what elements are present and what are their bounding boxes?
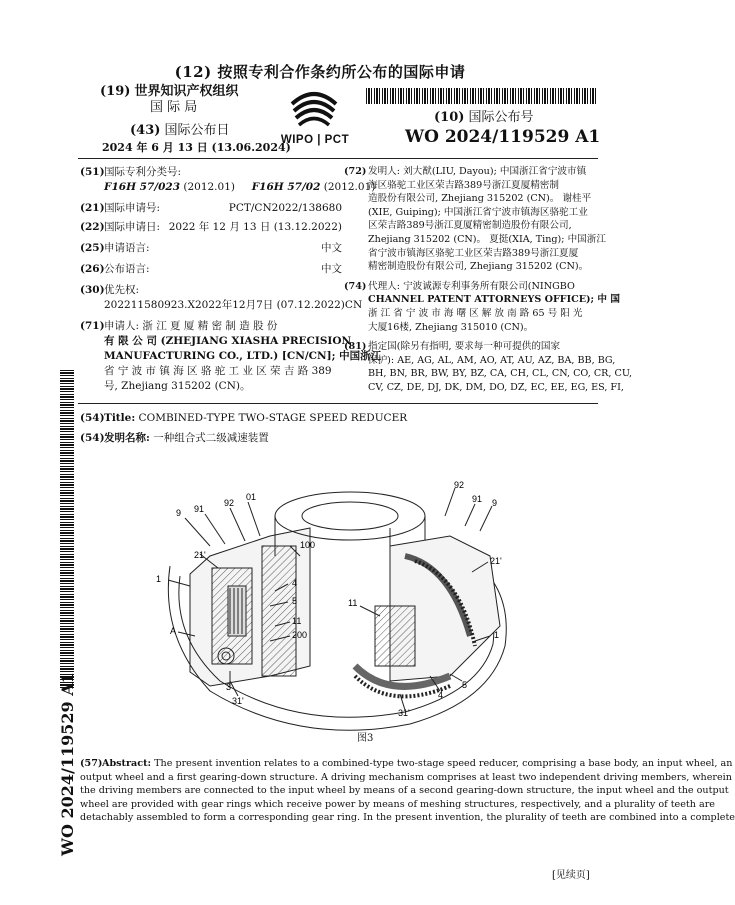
continued-note: [见续页] <box>552 870 590 881</box>
agent-line-4: 大厦16楼, Zhejiang 315010 (CN)。 <box>368 321 534 333</box>
field-22-line <box>80 220 342 235</box>
label-31p-left: 31' <box>232 696 244 706</box>
abstract-text-1: The present invention relates to a combined-type two-stage speed reducer, comprising a base body, an input wheel, an <box>154 758 733 769</box>
abstract-line-1 <box>80 757 733 771</box>
label-91-right: 91 <box>472 494 483 504</box>
field-21-value: PCT/CN2022/138680 <box>228 202 342 214</box>
abstract-number: (57) <box>80 758 103 769</box>
field-81-number: (81) <box>344 341 367 353</box>
agent-text-1: 代理人: 宁波诚源专利事务所有限公司(NINGBO <box>368 280 575 292</box>
bureau: 国 际 局 <box>150 100 198 115</box>
priority-date: 2022年12月7日 (07.12.2022) <box>194 299 345 311</box>
label-100: 100 <box>300 540 316 550</box>
field-25-label: 申请语言: <box>104 242 150 254</box>
applicant-line-4: 省 宁 波 市 镇 海 区 骆 驼 工 业 区 荣 吉 路 389 <box>104 365 332 377</box>
office-line <box>100 84 239 99</box>
agent-line-1 <box>344 280 600 294</box>
applicant-line-2: 有 限 公 司 (ZHEJIANG XIASHA PRECISION <box>104 335 352 347</box>
side-barcode <box>60 370 74 688</box>
label-1-right: 1 <box>494 630 500 640</box>
wipo-emblem-icon <box>284 84 344 126</box>
inventor-line-7: 省宁波市镇海区骆驼工业区荣吉路389号浙江夏厦 <box>368 247 579 259</box>
field-71-number: (71) <box>80 320 105 332</box>
label-31p-right: 31' <box>398 708 410 718</box>
designated-line-4: CV, CZ, DE, DJ, DK, DM, DO, DZ, EC, EE, EG, ES, FI, <box>368 381 624 393</box>
inventor-line-8: 精密制造股份有限公司, Zhejiang 315202 (CN)。 <box>368 261 589 273</box>
ipc-codes-line <box>80 180 376 195</box>
title-zh-value: 一种组合式二级减速装置 <box>153 432 269 444</box>
label-9-left: 9 <box>176 508 182 518</box>
figure-caption: 图3 <box>357 733 374 744</box>
applicant-line-5: 号, Zhejiang 315202 (CN)。 <box>104 380 251 392</box>
priority-country: CN <box>344 299 363 311</box>
field-30-line <box>80 283 342 298</box>
label-11-left: 11 <box>292 616 302 626</box>
field-21-number: (21) <box>80 202 105 214</box>
designated-line-3: BH, BN, BR, BW, BY, BZ, CA, CH, CL, CN, CO, CR, CU, <box>368 368 633 380</box>
label-5-left: 5 <box>292 596 298 606</box>
pubdate-number: (43) <box>130 123 161 138</box>
inventor-text-1: 发明人: 刘大猷(LIU, Dayou); 中国浙江省宁波市镇 <box>368 166 587 177</box>
document-title: (12) 按照专利合作条约所公布的国际申请 <box>174 63 466 81</box>
inventor-line-2: 海区骆驼工业区荣吉路389号浙江夏厦精密制 <box>368 179 559 191</box>
label-4-left: 4 <box>292 578 298 588</box>
label-4-right: 4 <box>438 690 444 700</box>
inventor-line-1 <box>344 165 600 179</box>
org-name: 世界知识产权组织 <box>134 84 239 99</box>
ipc1-date: (2012.01) <box>183 181 235 193</box>
field-26-value: 中文 <box>321 263 342 275</box>
field-51-number: (51) <box>80 166 105 178</box>
field-26-label: 公布语言: <box>104 263 150 275</box>
top-barcode <box>366 88 598 104</box>
label-92-right: 92 <box>454 480 465 490</box>
abstract-line-4: wheel are provided with gear rings which receive power by means of meshing structures, respectively, and a plurality of teeth are <box>80 798 715 810</box>
title-en-value: COMBINED-TYPE TWO-STAGE SPEED REDUCER <box>138 412 408 424</box>
title-zh-number: (54) <box>80 432 105 444</box>
header-rule <box>78 158 598 159</box>
abstract-line-5: detachably assembled to form a corresponding gear ring. In the present invention, the plurality of teeth are combined into a complete <box>80 812 735 824</box>
label-1-left: 1 <box>156 574 162 584</box>
field-26-number: (26) <box>80 263 105 275</box>
label-01: 01 <box>246 492 257 502</box>
title-en-number: (54) <box>80 412 105 424</box>
patent-figure <box>150 476 522 746</box>
inventor-line-5: 区荣吉路389号浙江夏厦精密制造股份有限公司, <box>368 220 572 232</box>
label-91-left: 91 <box>194 504 205 514</box>
agent-line-2: CHANNEL PATENT ATTORNEYS OFFICE); 中 国 <box>368 294 620 306</box>
field-74-number: (74) <box>344 280 367 292</box>
abstract-line-2: output wheel and a first gearing-down structure. A driving mechanism comprises at least two independent driving members, wherein <box>80 771 732 783</box>
field-30-label: 优先权: <box>104 284 140 296</box>
label-21p-left: 21' <box>194 550 206 560</box>
field-72-number: (72) <box>344 166 367 177</box>
field-22-value: 2022 年 12 月 13 日 (13.12.2022) <box>168 221 342 233</box>
label-5-right: 5 <box>462 680 468 690</box>
field-25-line <box>80 241 342 256</box>
abstract-label: Abstract: <box>102 758 152 769</box>
ipc1-code: F16H 57/023 <box>104 181 181 193</box>
field-22-label: 国际申请日: <box>104 221 161 233</box>
wipo-logo-text: WIPO | PCT <box>280 134 350 146</box>
field-21-line <box>80 201 342 216</box>
title-en-label: Title: <box>104 412 136 424</box>
org-number: (19) <box>100 84 131 99</box>
title-rule <box>78 403 598 404</box>
priority-line <box>80 298 363 313</box>
field-25-number: (25) <box>80 242 105 254</box>
designated-text-1: 指定国(除另有指明, 要求每一种可提供的国家 <box>368 341 561 353</box>
reducer-drawing <box>150 476 522 746</box>
label-9-right: 9 <box>492 498 498 508</box>
label-A: A <box>170 626 177 636</box>
abstract <box>80 757 735 825</box>
side-pubno: WO 2024/119529 A1 <box>58 672 77 856</box>
label-200: 200 <box>292 630 308 640</box>
ipc2-code: F16H 57/02 <box>251 181 321 193</box>
inventor-line-4: (XIE, Guiping); 中国浙江省宁波市镇海区骆驼工业 <box>368 206 588 218</box>
biblio-right <box>344 165 633 395</box>
field-26-line <box>80 262 342 277</box>
field-30-number: (30) <box>80 284 105 296</box>
label-3: 3 <box>226 682 232 692</box>
field-51-label: 国际专利分类号: <box>104 166 182 178</box>
applicant-text-1: 申请人: 浙 江 夏 厦 精 密 制 造 股 份 <box>104 320 278 332</box>
agent-line-3: 浙 江 省 宁 波 市 海 曙 区 解 放 南 路 65 号 阳 光 <box>368 307 583 319</box>
inventor-line-6: Zhejiang 315202 (CN)。 夏挺(XIA, Ting); 中国浙江 <box>368 233 606 245</box>
label-11-right: 11 <box>348 598 358 608</box>
inventor-line-3: 造股份有限公司, Zhejiang 315202 (CN)。 谢桂平 <box>368 193 592 205</box>
pubdate-value: 2024 年 6 月 13 日 (13.06.2024) <box>102 141 291 154</box>
designated-line-2: 保护): AE, AG, AL, AM, AO, AT, AU, AZ, BA, BB, BG, <box>368 354 616 366</box>
designated-line-1 <box>344 340 600 354</box>
priority-number: 202211580923.X <box>104 299 195 311</box>
field-22-number: (22) <box>80 221 105 233</box>
pubno-label: 国际公布号 <box>468 110 534 125</box>
title-en-line <box>80 411 407 426</box>
pubno-number: (10) <box>434 110 465 125</box>
title-zh-line <box>80 431 269 446</box>
applicant-line-3: MANUFACTURING CO., LTD.) [CN/CN]; 中国浙江 <box>104 350 382 362</box>
applicant-line-1 <box>80 319 342 334</box>
pubdate-line <box>130 123 230 138</box>
ipc-label-line <box>80 165 342 180</box>
pubno-value: WO 2024/119529 A1 <box>405 127 601 147</box>
ipc2-date: (2012.01) <box>323 181 376 193</box>
pubno-line <box>434 110 534 125</box>
pubdate-label: 国际公布日 <box>164 123 230 138</box>
abstract-line-3: the driving members are connected to the input wheel by means of a second gearing-down structure, the input wheel and the output <box>80 785 729 797</box>
label-92-left: 92 <box>224 498 235 508</box>
field-25-value: 中文 <box>321 242 342 254</box>
field-21-label: 国际申请号: <box>104 202 161 214</box>
title-zh-label: 发明名称: <box>104 432 150 444</box>
label-21p-right: 21' <box>490 556 502 566</box>
